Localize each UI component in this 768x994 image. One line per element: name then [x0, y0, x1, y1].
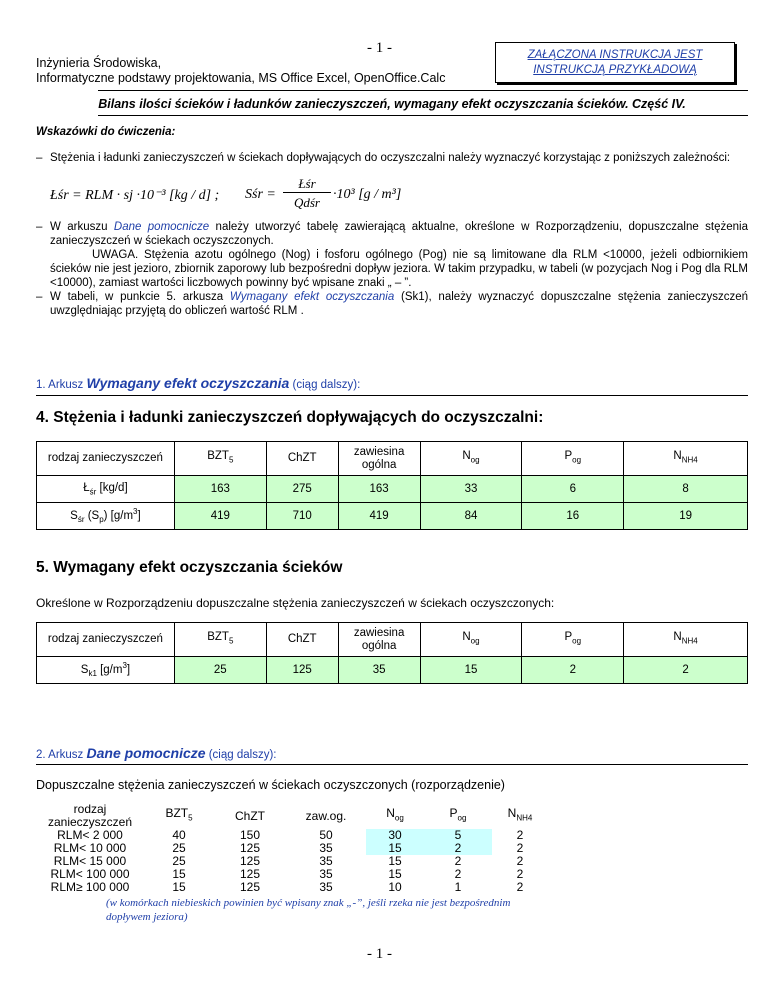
bullet-2 — [36, 220, 748, 248]
table-cell: 6 — [522, 476, 624, 503]
table-cell: 8 — [624, 476, 748, 503]
table-cell-highlighted: 2 — [424, 842, 492, 855]
table-cell: 35 — [319, 854, 333, 868]
section-2-rule — [36, 764, 748, 765]
table-cell-highlighted: 15 — [366, 842, 424, 855]
table-cell: 419 — [174, 503, 266, 530]
section-2-heading — [36, 745, 276, 761]
table-cell: 16 — [522, 503, 624, 530]
table-cell: 15 — [420, 657, 522, 684]
table-cell-highlighted: 5 — [424, 829, 492, 842]
table-cell: 125 — [239, 867, 261, 881]
table-cell: 2 — [516, 841, 524, 855]
page-number-bottom: - 1 - — [367, 946, 392, 962]
title-rule-bottom — [98, 115, 748, 116]
dash-bullet: – — [36, 291, 43, 303]
row-label: RLM≥ 100 000 — [50, 880, 130, 894]
section-1-rule — [36, 395, 748, 396]
dash-bullet: – — [36, 221, 43, 233]
table-cell: 35 — [319, 841, 333, 855]
heading-4: 4. Stężenia i ładunki zanieczyszczeń dopływających do oczyszczalni: — [36, 409, 544, 426]
heading-5: 5. Wymagany efekt oczyszczania ścieków — [36, 559, 343, 576]
row-label: RLM< 10 000 — [53, 841, 127, 855]
table-row — [36, 881, 548, 894]
table-cell: 163 — [174, 476, 266, 503]
table-cell: 40 — [172, 828, 186, 842]
notice-line-1: ZAŁĄCZONA INSTRUKCJA JEST — [527, 49, 703, 61]
row-label: $S_{k1}$ $[g/m^3]$ — [37, 657, 175, 684]
header-cell: zaw.og. — [305, 808, 347, 823]
table-cell: 125 — [239, 841, 261, 855]
header-cell: $BZT_5$ — [174, 442, 266, 476]
section-1-suffix: (ciąg dalszy): — [289, 379, 361, 391]
header-cell: rodzaj zanieczyszczeń — [47, 802, 133, 829]
table-cell: 10 — [388, 880, 402, 894]
dp-caption: Dopuszczalne stężenia zanieczyszczeń w ściekach oczyszczonych (rozporządzenie) — [36, 778, 505, 792]
section-2-sheet-name: Dane pomocnicze — [86, 745, 206, 761]
hints-heading: Wskazówki do ćwiczenia: — [36, 126, 176, 138]
bullet-3-text-a: W tabeli, w punkcie 5. arkusza — [50, 291, 230, 303]
permissible-limits-table — [36, 803, 548, 894]
example-notice-box — [495, 42, 735, 83]
row-label: RLM< 15 000 — [53, 854, 127, 868]
inflow-loads-table — [36, 441, 748, 530]
table-cell: 2 — [516, 828, 524, 842]
table-cell: 15 — [388, 867, 402, 881]
table-header-row — [37, 442, 748, 476]
header-cell: $N_{NH4}$ — [507, 806, 533, 823]
header-cell: $BZT_5$ — [165, 806, 193, 823]
bullet-1 — [36, 151, 748, 165]
header-cell: $P_{og}$ — [449, 806, 467, 823]
header-cell: $N_{og}$ — [420, 623, 522, 657]
table-cell: 15 — [172, 867, 186, 881]
table-cell: 1 — [454, 880, 462, 894]
table-cell: 150 — [239, 828, 261, 842]
table-row — [37, 657, 748, 684]
table-cell: 19 — [624, 503, 748, 530]
table-cell: 275 — [266, 476, 338, 503]
section-1-heading — [36, 375, 360, 391]
table-cell: 419 — [338, 503, 420, 530]
header-line-2: Informatyczne podstawy projektowania, MS Office Excel, OpenOffice.Calc — [36, 71, 446, 85]
table-cell: 125 — [239, 880, 261, 894]
header-cell: $N_{og}$ — [386, 806, 404, 823]
formula-concentration-right: ·10³ [g / m³] — [333, 187, 402, 202]
header-cell: zawiesina ogólna — [338, 623, 420, 657]
dp-note: (w komórkach niebieskich powinien być wpisany znak „-”, jeśli rzeka nie jest bezpośrednim dopływem jeziora) — [106, 897, 511, 923]
bullet-2-text-a: W arkuszu — [50, 221, 114, 233]
row-label: $Ł_{śr}$ [kg/d] — [37, 476, 175, 503]
document-header — [36, 56, 445, 86]
formula-fraction-numerator: Łśr — [283, 176, 331, 193]
table-row — [37, 503, 748, 530]
table-cell: 2 — [516, 880, 524, 894]
table-header-row — [36, 803, 548, 829]
header-cell: $P_{og}$ — [522, 442, 624, 476]
bullet-1-text: Stężenia i ładunki zanieczyszczeń w ściekach dopływających do oczyszczalni należy wyznaczyć korzystając z poniższych zależności: — [50, 152, 731, 164]
dash-bullet: – — [36, 152, 43, 164]
table-cell: 710 — [266, 503, 338, 530]
formula-load: Łśr = RLM · sj ·10⁻³ [kg / d] ; — [50, 188, 220, 203]
table-cell: 2 — [454, 854, 462, 868]
header-cell: $N_{og}$ — [420, 442, 522, 476]
table-cell: 25 — [174, 657, 266, 684]
table-cell: 33 — [420, 476, 522, 503]
table-cell: 84 — [420, 503, 522, 530]
header-line-1: Inżynieria Środowiska, — [36, 56, 162, 70]
uwaga-note: UWAGA. Stężenia azotu ogólnego (Nog) i fosforu ogólnego (Pog) nie są limitowane dla RLM <10000, jeżeli odbiornikiem ścieków nie jest jezioro, zbiornik zaporowy lub bezpośredni dopływ jeziora. W takim przypadku, w tabeli (w pozycjach Nog i Pog dla RLM <10000), zamiast wartości liczbowych powinny być wpisane znaki „ – ”. — [50, 249, 748, 289]
section-2-prefix: 2. Arkusz — [36, 749, 87, 761]
header-cell: $N_{NH4}$ — [624, 442, 748, 476]
bullet-3-text-b: (Sk1), należy wyznaczyć dopuszczalne stężenia zanieczyszczeń uwzględniając przyjętą do obliczeń wartość RLM . — [50, 291, 748, 317]
header-cell: rodzaj zanieczyszczeń — [37, 442, 175, 476]
header-cell: $BZT_5$ — [174, 623, 266, 657]
table-cell: 15 — [172, 880, 186, 894]
header-cell: zawiesina ogólna — [338, 442, 420, 476]
table-header-row — [37, 623, 748, 657]
section-1-sheet-name: Wymagany efekt oczyszczania — [86, 375, 290, 391]
header-cell: ChZT — [266, 442, 338, 476]
section-1-prefix: 1. Arkusz — [36, 379, 87, 391]
table-cell: 2 — [454, 867, 462, 881]
header-cell: rodzaj zanieczyszczeń — [37, 623, 175, 657]
table-cell: 125 — [239, 854, 261, 868]
section-2-suffix: (ciąg dalszy): — [205, 749, 277, 761]
table-cell: 2 — [522, 657, 624, 684]
table-cell: 15 — [388, 854, 402, 868]
table-cell: 35 — [319, 880, 333, 894]
required-effect-table — [36, 622, 748, 684]
table-cell: 35 — [319, 867, 333, 881]
table-cell: 35 — [338, 657, 420, 684]
sheet-name-dane-pomocnicze: Dane pomocnicze — [113, 221, 210, 233]
header-cell: ChZT — [266, 623, 338, 657]
row-label: RLM< 100 000 — [50, 867, 130, 881]
table-cell: 163 — [338, 476, 420, 503]
header-cell: $P_{og}$ — [522, 623, 624, 657]
formula-fraction-denominator: Qdśr — [293, 195, 320, 210]
heading-5-intro: Określone w Rozporządzeniu dopuszczalne stężenia zanieczyszczeń w ściekach oczyszczonych: — [36, 596, 555, 610]
header-cell: ChZT — [235, 808, 265, 823]
bullet-2-text-b: należy utworzyć tabelę zawierającą aktualne, określone w Rozporządzeniu, dopuszczalne stężenia zanieczyszczeń w ściekach oczyszczonych. — [50, 221, 749, 247]
header-cell: $N_{NH4}$ — [624, 623, 748, 657]
page-number-top: - 1 - — [367, 40, 392, 56]
notice-line-2: INSTRUKCJĄ PRZYKŁADOWĄ — [533, 64, 697, 76]
row-label: RLM< 2 000 — [57, 828, 123, 842]
table-cell: 25 — [172, 854, 186, 868]
table-cell: 2 — [624, 657, 748, 684]
table-cell: 25 — [172, 841, 186, 855]
bullet-3 — [36, 290, 748, 318]
page-title: Bilans ilości ścieków i ładunków zanieczyszczeń, wymagany efekt oczyszczania ścieków. Część IV. — [98, 97, 686, 111]
row-label: $S_{śr}$ $(S_p)$ $[g/m^3]$ — [37, 503, 175, 530]
table-row — [37, 476, 748, 503]
table-cell: 125 — [266, 657, 338, 684]
table-cell: 50 — [319, 828, 333, 842]
title-rule-top — [98, 90, 748, 91]
sheet-name-wymagany-efekt: Wymagany efekt oczyszczania — [229, 291, 395, 303]
table-cell-highlighted: 30 — [366, 829, 424, 842]
table-cell: 2 — [516, 854, 524, 868]
table-cell: 2 — [516, 867, 524, 881]
formula-concentration-left: Sśr = — [245, 187, 276, 202]
